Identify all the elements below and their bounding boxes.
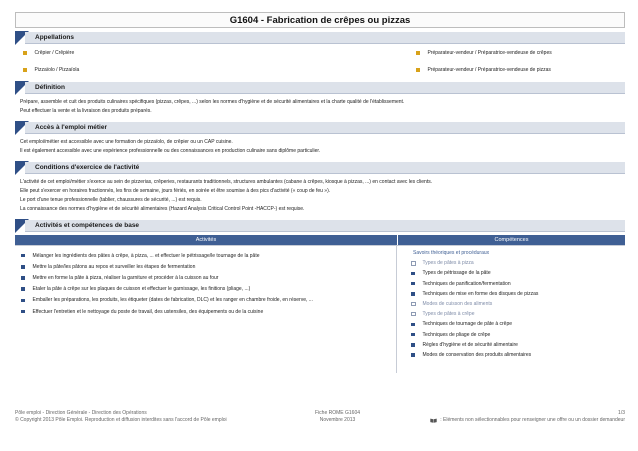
square-bullet-icon [411,343,415,347]
square-bullet-icon [21,265,25,269]
list-item: Préparateur-vendeur / Préparatrice-vendeuse de crêpes [324,49,625,57]
square-bullet-icon [411,333,415,337]
checkbox-outline-icon [411,302,416,307]
competence-item: Modes de conservation des produits alimentaires [411,350,625,360]
activity-item: Etaler la pâte à crêpe sur les plaques de cuisson et effectuer le garnissage, les finitions (pliage, ...) [21,284,396,295]
competences-column [397,246,625,373]
activity-item: Mettre la pâte/les pâtons au repos et surveiller les étapes de fermentation [21,261,396,272]
open-book-icon [430,418,437,423]
checkbox-outline-icon [411,312,416,317]
square-bullet-icon [416,51,420,55]
square-bullet-icon [411,353,415,357]
page-footer [15,410,625,430]
competence-item: Types de pâtes à crêpe [411,309,625,319]
section-title: Activités et compétences de base [35,222,140,229]
section-header-appellations [15,31,625,45]
footer-legend: : Eléments non sélectionnables pour renseigner une offre ou un dossier demandeur [430,417,625,424]
activities-table [15,245,625,373]
activity-item: Mettre en forme la pâte à pizza, réaliser la garniture et procéder à la cuisson au four [21,272,396,283]
page-number: 1/3 [618,410,625,416]
section-header-definition [15,81,625,95]
section-header-activites [15,219,625,233]
definition-text: Prépare, assemble et cuit des produits culinaires spécifiques (pizzas, crêpes, ...) selon les normes d'hygiène et de sécurité alimentaires et la charte qualité de l'établissement. Peut effectuer la vente et la livraison des produits préparés. [20,99,405,114]
acces-text: Cet emploi/métier est accessible avec une formation de pizzaïolo, de crêpier ou un CAP cuisine. Il est également accessible avec une expérience professionnelle ou des connaissances en production culinaire sans diplôme particulier. [20,139,321,154]
competence-item: Modes de cuisson des aliments [411,299,625,309]
square-bullet-icon [411,282,415,286]
table-header [15,235,625,245]
square-bullet-icon [411,323,415,327]
competence-item: Types de pâtes à pizza [411,258,625,268]
conditions-text: L'activité de cet emploi/métier s'exerce au sein de pizzerias, crêperies, restaurants traditionnels, structures ambulantes (cabane à crêpes, kiosque à pizzas, ...) en contact avec les clients. Elle peut s'exercer en horaires fractionnés, les fins de semaine, jours fériés, en soirée et être soumise à des pics d'activité (« coup de feu »). Le port d'une tenue professionnelle (tablier, chaussures de sécurité, ...) est requis. La connaissance des normes d'hygiène et de sécurité alimentaires (Hazard Analysis Critical Control Point -HACCP-) est requise. [20,179,433,212]
list-item: Préparateur-vendeur / Préparatrice-vendeuse de pizzas [324,66,625,74]
square-bullet-icon [23,68,27,72]
appellations-list [15,45,625,78]
square-bullet-icon [21,310,25,314]
column-header-activites: Activités [15,235,397,245]
competence-item: Techniques de panification/fermentation [411,279,625,289]
footer-middle: Fiche ROME G1604 Novembre 2013 [315,410,361,423]
square-bullet-icon [21,276,25,280]
square-bullet-icon [23,51,27,55]
section-header-acces [15,121,625,135]
section-title: Appellations [35,34,75,41]
footer-left: Pôle emploi - Direction Générale - Direction des Opérations © Copyright 2013 Pôle Emploi. Reproduction et diffusion interdites sans l'accord de Pôle emploi [15,410,227,423]
square-bullet-icon [411,272,415,276]
activity-item: Effectuer l'entretien et le nettoyage du poste de travail, des ustensiles, des équipements ou de la cuisine [21,306,396,317]
competence-item: Techniques de mise en forme des disques de pizzas [411,289,625,299]
rome-sheet [15,12,625,373]
competences-heading: Savoirs théoriques et procéduraux [413,250,490,257]
title-bar [15,12,625,28]
competence-item: Techniques de tournage de pâte à crêpe [411,319,625,329]
section-title: Conditions d'exercice de l'activité [35,164,140,171]
checkbox-outline-icon [411,261,416,266]
section-title: Accès à l'emploi métier [35,124,107,131]
activity-item: Emballer les préparations, les produits, les étiqueter (dates de fabrication, DLC) et les ranger en chambre froide, en réserve, ... [21,295,396,306]
activity-item: Mélanger les ingrédients des pâtes à crêpe, à pizza, ... et effectuer le pétrissage/le tournage de la pâte [21,250,396,261]
section-title: Définition [35,84,65,91]
page-title: G1604 - Fabrication de crêpes ou pizzas [229,14,411,26]
column-header-competences: Compétences [397,235,625,245]
square-bullet-icon [21,254,25,258]
competence-item: Types de pétrissage de la pâte [411,268,625,278]
activities-column [15,246,397,373]
square-bullet-icon [21,299,25,303]
list-item: Pizzaïolo / Pizzaïola [23,66,324,74]
competence-item: Règles d'hygiène et de sécurité alimentaire [411,340,625,350]
square-bullet-icon [416,68,420,72]
footer-right [430,410,625,424]
list-item: Crêpier / Crêpière [23,49,324,57]
square-bullet-icon [21,287,25,291]
competence-item: Techniques de pliage de crêpe [411,330,625,340]
section-header-conditions [15,161,625,175]
square-bullet-icon [411,292,415,296]
